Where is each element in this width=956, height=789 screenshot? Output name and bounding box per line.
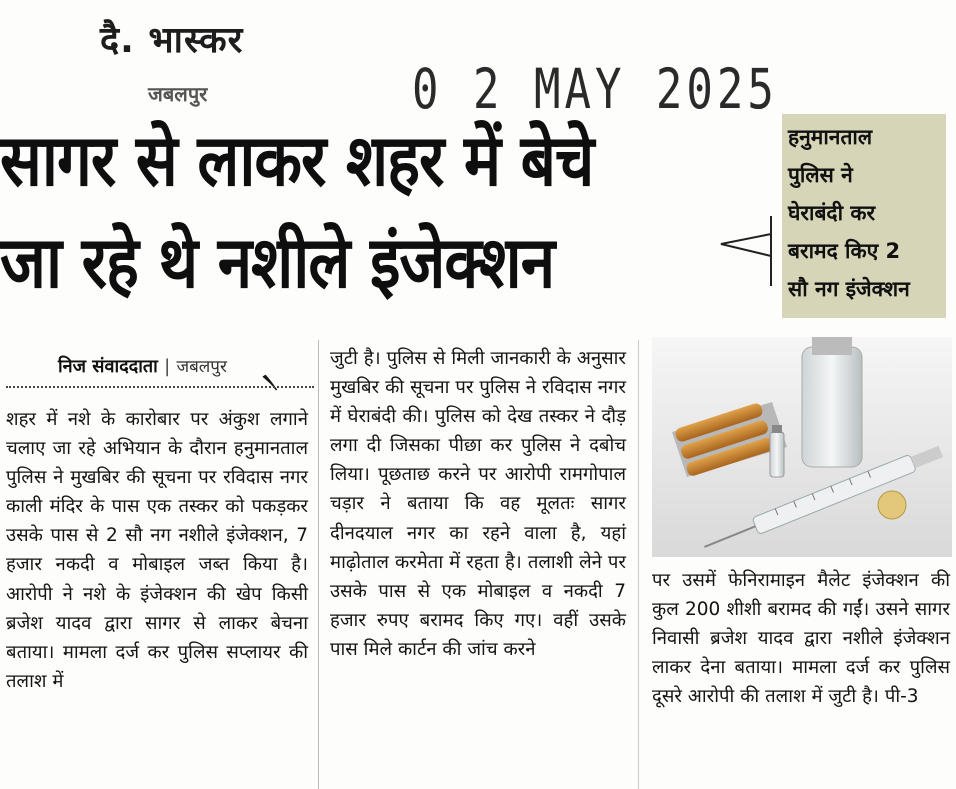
date-stamp: 0 2 MAY 2025 xyxy=(412,58,778,122)
article-column-3 xyxy=(652,566,950,711)
highlight-box xyxy=(778,114,946,318)
article-paragraph: जुटी है। पुलिस से मिली जानकारी के अनुसार मुखबिर की सूचना पर पुलिस ने रविदास नगर में घेराबंदी की। पुलिस को देख तस्कर ने दौड़ लगा दी जिसका पीछा कर पुलिस ने दबोच लिया। पूछताछ करने पर आरोपी रामगोपाल चड़ार ने बताया कि वह मूलतः सागर दीनदयाल नगर का रहने वाला है, यहां माढ़ोताल करमेता में रहता है। तलाशी लेने पर उसके पास से एक मोबाइल व नकदी 7 हजार रुपए बरामद किए गए। वहीं उसके पास मिले कार्टन की जांच करने xyxy=(330,348,626,660)
headline-line-2: जा रहे थे नशीले इंजेक्शन xyxy=(0,220,555,305)
highlight-line: घेराबंदी कर xyxy=(788,201,876,225)
headline-line-1: सागर से लाकर शहर में बेचे xyxy=(0,118,594,203)
byline-reporter: निज संवाददाता xyxy=(58,356,158,377)
edition-city: जबलपुर xyxy=(148,82,208,106)
newspaper-logo: दै. भास्कर xyxy=(100,20,244,61)
byline-separator: | xyxy=(164,356,171,377)
article-column-1 xyxy=(6,405,308,696)
article-paragraph: पर उसमें फेनिरामाइन मैलेट इंजेक्शन की कुल 200 शीशी बरामद की गईं। उसने सागर निवासी ब्रजेश यादव द्वारा नशीले इंजेक्शन लाकर देना बताया। मामला दर्ज कर पुलिस दूसरे आरोपी की तलाश में जुटी है। पी-3 xyxy=(652,570,950,708)
headline xyxy=(0,110,770,314)
callout-arrow-icon xyxy=(713,216,773,286)
article-column-2 xyxy=(330,344,626,664)
byline-city: जबलपुर xyxy=(176,357,227,377)
article-photo xyxy=(652,337,952,557)
highlight-line: बरामद किए 2 xyxy=(788,239,901,263)
column-divider xyxy=(638,340,639,789)
injection-vials-syringe-icon xyxy=(652,337,952,557)
highlight-line: सौ नग इंजेक्शन xyxy=(788,277,910,301)
article-paragraph: शहर में नशे के कारोबार पर अंकुश लगाने चलाए जा रहे अभियान के दौरान हनुमानताल पुलिस ने मुखबिर की सूचना पर रविदास नगर काली मंदिर के पास एक तस्कर को पकड़कर उसके पास से 2 सौ नग नशीले इंजेक्शन, 7 हजार नकदी व मोबाइल जब्त किया है। आरोपी ने नशे के इंजेक्शन की खेप किसी ब्रजेश यादव द्वारा सागर से लाकर बेचना बताया। मामला दर्ज कर पुलिस सप्लायर की तलाश में xyxy=(6,409,308,692)
highlight-line: पुलिस ने xyxy=(788,163,853,187)
column-divider xyxy=(318,340,319,789)
byline-divider xyxy=(6,386,314,388)
byline-mark: ৲ xyxy=(262,358,278,388)
byline xyxy=(58,354,227,378)
highlight-line: हनुमानताल xyxy=(788,125,873,149)
